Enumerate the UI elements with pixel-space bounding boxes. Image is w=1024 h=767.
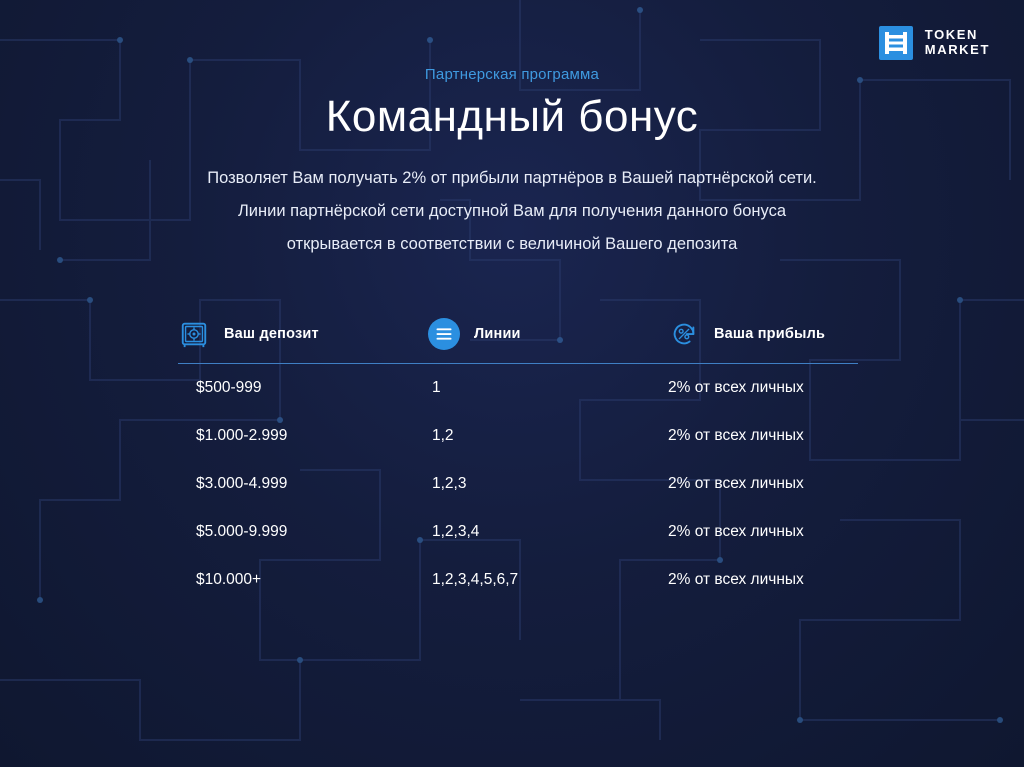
table-row (178, 364, 858, 412)
tokenmarket-logo-icon (879, 26, 913, 60)
cell-profit: 2% от всех личных (668, 523, 804, 540)
table-body (178, 364, 858, 604)
cell-profit: 2% от всех личных (668, 427, 804, 444)
column-header-profit-label: Ваша прибыль (714, 326, 826, 342)
column-header-deposit-label: Ваш депозит (224, 326, 319, 342)
table-row (178, 508, 858, 556)
table-row (178, 556, 858, 604)
cell-deposit: $1.000-2.999 (196, 427, 288, 444)
bonus-table (178, 305, 858, 604)
brand-name-line1: TOKEN (924, 27, 979, 43)
column-header-lines (428, 318, 668, 350)
cell-deposit: $5.000-9.999 (196, 523, 288, 540)
cell-deposit: $3.000-4.999 (196, 475, 288, 492)
cell-profit: 2% от всех личных (668, 571, 804, 588)
cell-deposit: $500-999 (196, 379, 262, 396)
cell-lines: 1,2,3,4 (432, 523, 480, 540)
list-lines-icon (428, 318, 460, 350)
cell-lines: 1,2,3 (432, 475, 467, 492)
brand-name (925, 28, 990, 57)
column-header-profit (668, 318, 858, 350)
safe-deposit-icon (178, 318, 210, 350)
cell-deposit: $10.000+ (196, 571, 262, 588)
table-row (178, 412, 858, 460)
brand-name-line2: MARKET (924, 42, 990, 57)
column-header-lines-label: Линии (474, 326, 521, 342)
section-kicker: Партнерская программа (424, 66, 600, 83)
cell-lines: 1 (432, 379, 441, 396)
table-row (178, 460, 858, 508)
table-header-row (178, 305, 858, 364)
subtitle-line: открывается в соответствии с величиной Вашего депозита (286, 235, 738, 253)
brand-logo (879, 26, 990, 60)
subtitle-line: Линии партнёрской сети доступной Вам для получения данного бонуса (237, 202, 787, 220)
page-subtitle (0, 162, 1024, 261)
page-title: Командный бонус (325, 92, 699, 141)
cell-lines: 1,2 (432, 427, 454, 444)
percent-arrow-icon (668, 318, 700, 350)
column-header-deposit (178, 318, 428, 350)
cell-lines: 1,2,3,4,5,6,7 (432, 571, 519, 588)
cell-profit: 2% от всех личных (668, 475, 804, 492)
cell-profit: 2% от всех личных (668, 379, 804, 396)
subtitle-line: Позволяет Вам получать 2% от прибыли партнёров в Вашей партнёрской сети. (207, 169, 817, 187)
